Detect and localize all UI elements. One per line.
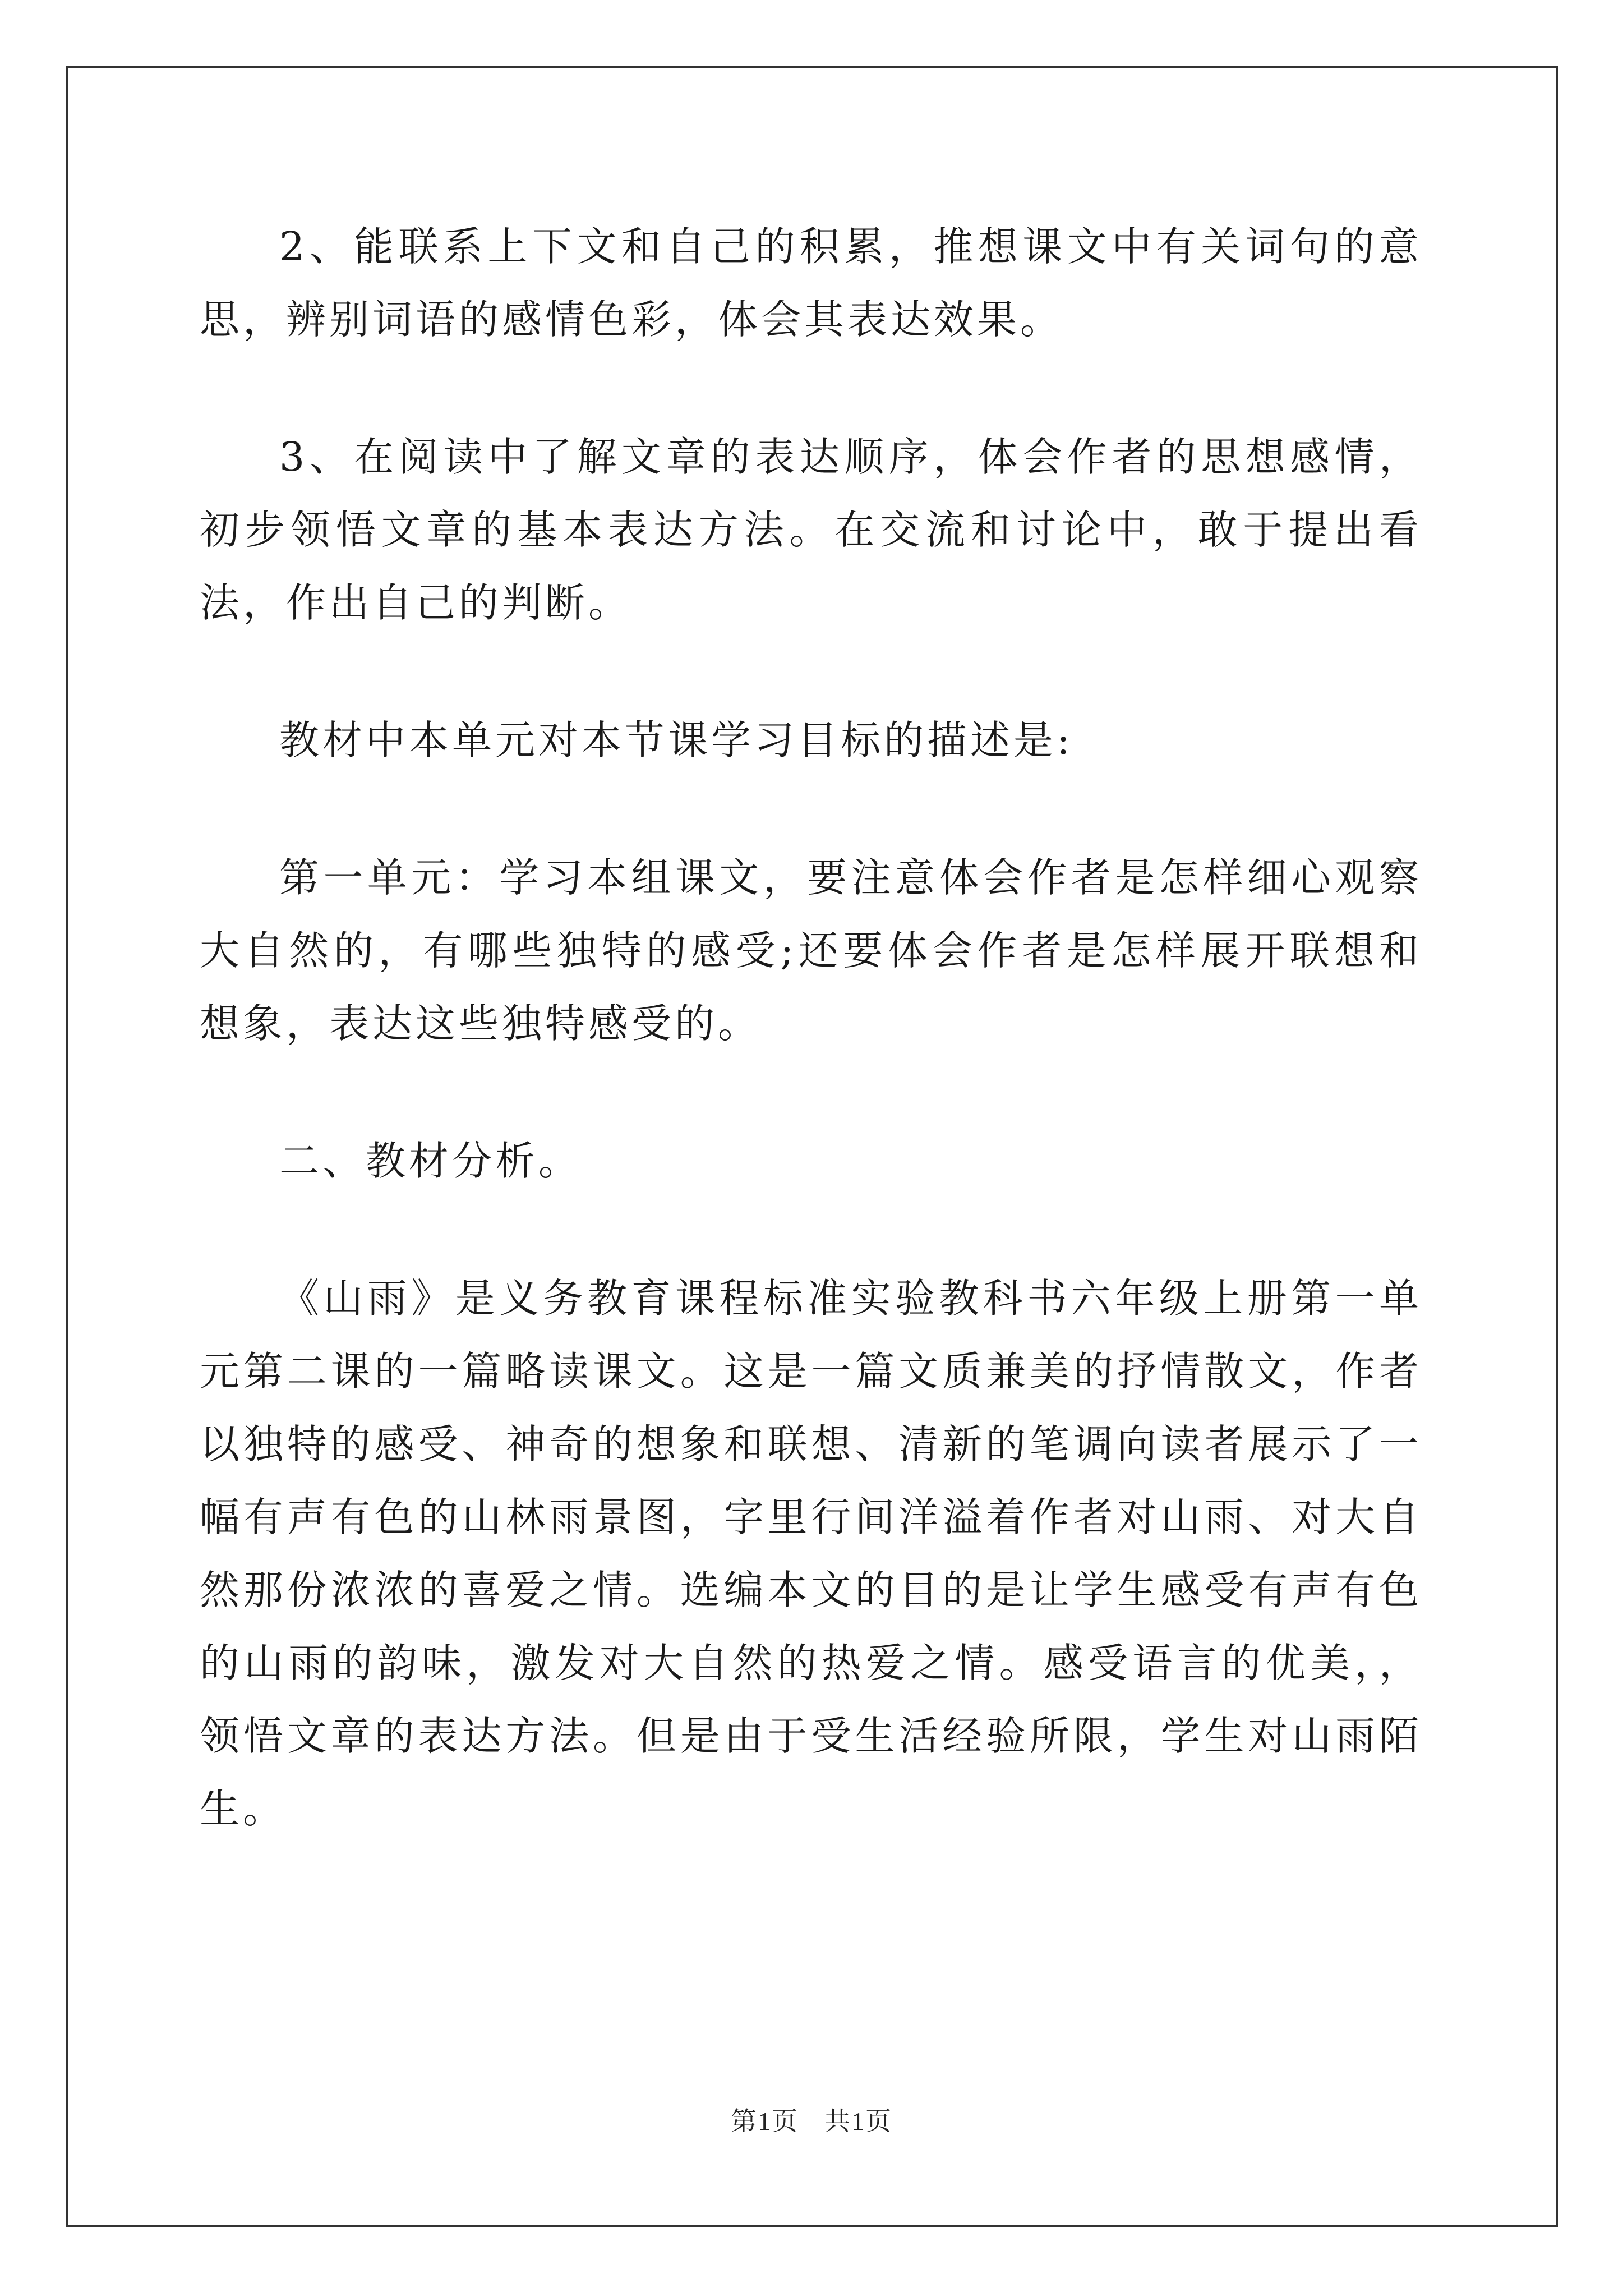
page-number: 第1页 <box>731 2107 799 2136</box>
paragraph-objective-3: 3、在阅读中了解文章的表达顺序，体会作者的思想感情，初步领悟文章的基本表达方法。在交流和讨论中，敢于提出看法，作出自己的判断。 <box>200 434 1422 626</box>
paragraph-textbook-analysis: 《山雨》是义务教育课程标准实验教科书六年级上册第一单元第二课的一篇略读课文。这是一篇文质兼美的抒情散文，作者以独特的感受、神奇的想象和联想、清新的笔调向读者展示了一幅有声有色的山林雨景图，字里行间洋溢着作者对山雨、对大自然那份浓浓的喜爱之情。选编本文的目的是让学生感受有声有色的山雨的韵味，激发对大自然的热爱之情。感受语言的优美，，领悟文章的表达方法。但是由于受生活经验所限，学生对山雨陌生。 <box>200 1275 1422 1832</box>
paragraph-unit-one: 第一单元：学习本组课文，要注意体会作者是怎样细心观察大自然的，有哪些独特的感受;还要体会作者是怎样展开联想和想象，表达这些独特感受的。 <box>200 854 1422 1047</box>
page-footer <box>0 2101 1623 2138</box>
paragraph-objective-2: 2、能联系上下文和自己的积累，推想课文中有关词句的意思，辨别词语的感情色彩，体会其表达效果。 <box>200 223 1422 343</box>
page-total: 共1页 <box>824 2107 892 2136</box>
paragraph-unit-goal-intro: 教材中本单元对本节课学习目标的描述是: <box>279 717 1073 763</box>
section-heading-textbook-analysis: 二、教材分析。 <box>279 1138 582 1184</box>
document-body <box>200 210 1422 1846</box>
